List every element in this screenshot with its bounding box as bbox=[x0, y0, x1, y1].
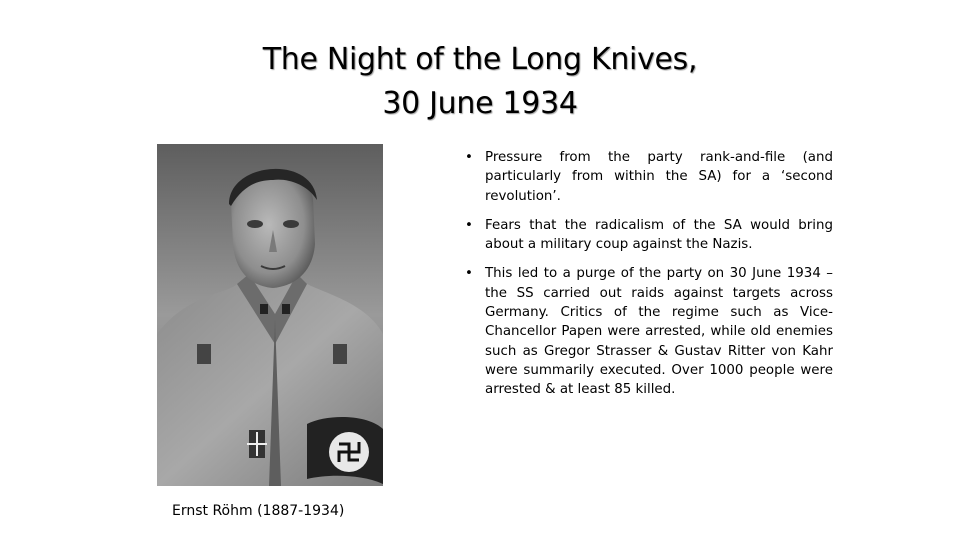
bullet-marker: • bbox=[465, 266, 473, 282]
list-item bbox=[463, 264, 833, 399]
bullet-text: This led to a purge of the party on 30 June 1934 – the SS carried out raids against targets across Germany. Critics of the regime such as Vice-Chancellor Papen were arrested, while old enemies such as Gregor Strasser & Gustav Ritter von Kahr were summarily executed. Over 1000 people were arrested & at least 85 killed. bbox=[485, 266, 833, 398]
portrait-photo bbox=[157, 144, 383, 486]
photo-caption: Ernst Röhm (1887-1934) bbox=[172, 503, 345, 519]
list-item bbox=[463, 216, 833, 255]
slide-title bbox=[180, 38, 780, 126]
list-item bbox=[463, 148, 833, 206]
bullet-text: Fears that the radicalism of the SA would bring about a military coup against the Nazis. bbox=[485, 217, 833, 253]
title-line-1: The Night of the Long Knives, bbox=[262, 42, 698, 77]
bullet-marker: • bbox=[465, 150, 473, 165]
bullet-text: Pressure from the party rank-and-file (and particularly from within the SA) for a ‘second revolution’. bbox=[485, 150, 833, 204]
bullet-marker: • bbox=[465, 217, 473, 233]
bullet-list bbox=[463, 148, 833, 410]
title-line-2: 30 June 1934 bbox=[382, 86, 578, 121]
